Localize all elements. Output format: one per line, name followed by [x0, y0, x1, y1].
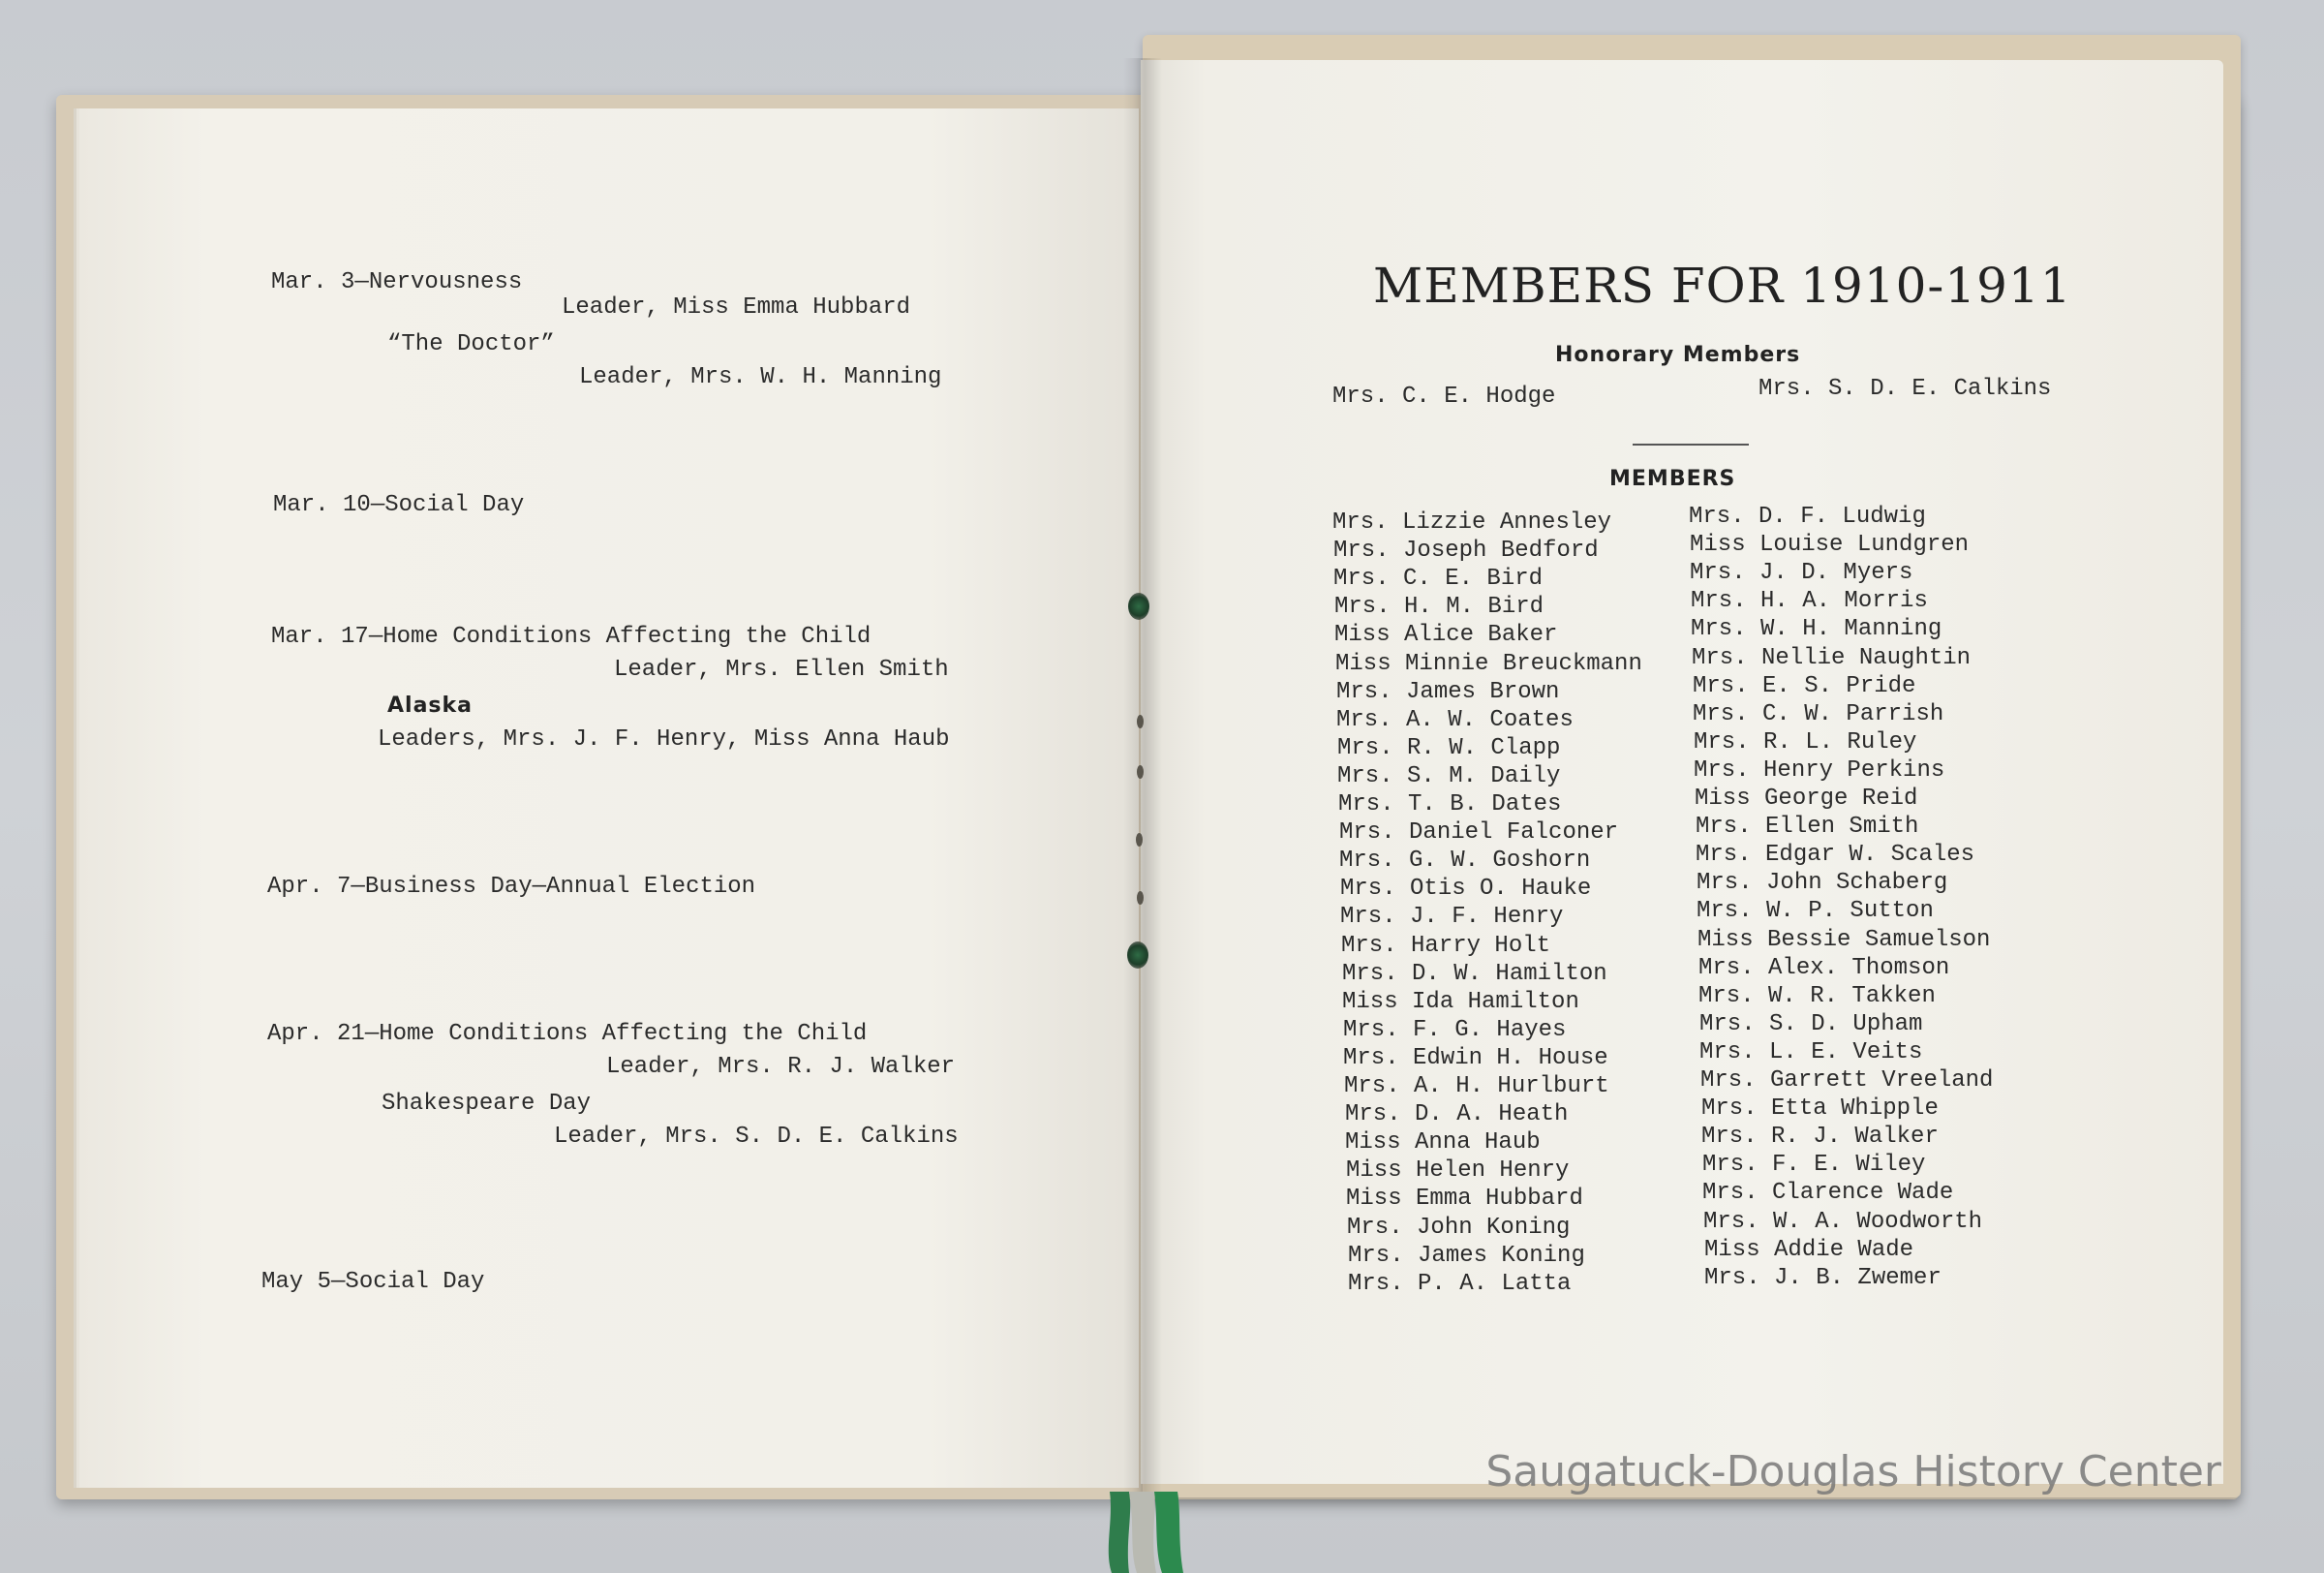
schedule-line-apr21: Apr. 21—Home Conditions Affecting the Child [267, 1021, 868, 1047]
member-name: Mrs. G. W. Goshorn [1339, 848, 1591, 874]
member-name: Mrs. Joseph Bedford [1333, 538, 1599, 564]
honorary-heading: Honorary Members [1555, 343, 1801, 367]
member-name: Mrs. Daniel Falconer [1339, 819, 1619, 846]
member-name: Mrs. E. S. Pride [1693, 673, 1916, 699]
schedule-leader: Leader, Mrs. S. D. E. Calkins [554, 1124, 959, 1150]
member-name: Mrs. F. E. Wiley [1702, 1152, 1926, 1178]
member-name: Mrs. S. M. Daily [1337, 763, 1561, 789]
member-name: Mrs. A. W. Coates [1336, 707, 1574, 733]
member-name: Mrs. Edgar W. Scales [1696, 842, 1975, 868]
schedule-leader: Leader, Mrs. Ellen Smith [614, 657, 949, 683]
member-name: Mrs. J. D. Myers [1690, 560, 1913, 586]
member-name: Miss Emma Hubbard [1346, 1186, 1583, 1212]
page-title: MEMBERS FOR 1910-1911 [1373, 258, 2072, 314]
schedule-line-apr7: Apr. 7—Business Day—Annual Election [267, 874, 756, 900]
member-name: Miss George Reid [1695, 786, 1918, 812]
schedule-topic: Shakespeare Day [382, 1091, 592, 1117]
member-name: Mrs. H. M. Bird [1334, 594, 1544, 620]
member-name: Mrs. R. W. Clapp [1337, 735, 1561, 761]
member-name: Mrs. Ellen Smith [1696, 814, 1919, 840]
member-name: Mrs. W. A. Woodworth [1703, 1209, 1983, 1235]
member-name: Miss Minnie Breuckmann [1335, 651, 1642, 677]
tassel-icon [1100, 1492, 1189, 1573]
member-name: Mrs. A. H. Hurlburt [1344, 1073, 1609, 1099]
member-name: Mrs. Otis O. Hauke [1340, 876, 1592, 902]
schedule-line-mar3: Mar. 3—Nervousness [271, 269, 523, 295]
member-name: Mrs. Etta Whipple [1701, 1095, 1939, 1122]
schedule-leader: Leader, Mrs. W. H. Manning [579, 364, 942, 390]
schedule-line-mar17: Mar. 17—Home Conditions Affecting the Child [271, 624, 872, 650]
member-name: Mrs. R. J. Walker [1701, 1124, 1939, 1150]
member-name: Mrs. C. E. Bird [1333, 566, 1544, 592]
binding-hole [1137, 765, 1144, 779]
member-name: Mrs. Lizzie Annesley [1332, 509, 1612, 536]
member-name: Miss Addie Wade [1704, 1237, 1914, 1263]
member-name: Mrs. James Koning [1348, 1243, 1585, 1269]
member-name: Mrs. Edwin H. House [1343, 1045, 1608, 1071]
binding-stitch-top [1128, 593, 1149, 620]
member-name: Mrs. W. P. Sutton [1697, 898, 1934, 924]
member-name: Mrs. R. L. Ruley [1694, 729, 1917, 756]
schedule-topic: “The Doctor” [387, 331, 555, 357]
member-name: Mrs. D. F. Ludwig [1689, 504, 1926, 530]
member-name: Mrs. Nellie Naughtin [1692, 645, 1972, 671]
honorary-member: Mrs. C. E. Hodge [1332, 384, 1556, 410]
schedule-line-mar10: Mar. 10—Social Day [273, 492, 525, 518]
member-name: Mrs. J. B. Zwemer [1704, 1265, 1942, 1291]
member-name: Mrs. Garrett Vreeland [1700, 1067, 1994, 1094]
member-name: Mrs. D. W. Hamilton [1342, 961, 1607, 987]
honorary-member: Mrs. S. D. E. Calkins [1758, 376, 2052, 402]
member-name: Mrs. Alex. Thomson [1698, 955, 1950, 981]
member-name: Mrs. W. R. Takken [1698, 983, 1936, 1009]
member-name: Mrs. Clarence Wade [1702, 1180, 1954, 1206]
schedule-leader: Leader, Mrs. R. J. Walker [606, 1054, 956, 1080]
member-name: Miss Anna Haub [1345, 1129, 1541, 1156]
member-name: Miss Louise Lundgren [1690, 532, 1970, 558]
binding-hole [1137, 891, 1144, 905]
member-name: Mrs. L. E. Veits [1699, 1039, 1923, 1065]
member-name: Miss Ida Hamilton [1342, 989, 1579, 1015]
binding-hole [1137, 715, 1144, 728]
binding-stitch-bottom [1127, 941, 1148, 969]
member-name: Mrs. H. A. Morris [1691, 588, 1928, 614]
member-name: Mrs. W. H. Manning [1691, 616, 1942, 642]
member-name: Mrs. D. A. Heath [1345, 1101, 1569, 1127]
schedule-line-may5: May 5—Social Day [261, 1269, 485, 1295]
member-name: Miss Helen Henry [1346, 1157, 1570, 1184]
member-name: Mrs. J. F. Henry [1340, 904, 1564, 930]
member-name: Mrs. Harry Holt [1341, 933, 1551, 959]
schedule-leader: Leader, Miss Emma Hubbard [562, 294, 911, 321]
member-name: Mrs. John Schaberg [1697, 870, 1948, 896]
member-name: Mrs. C. W. Parrish [1693, 701, 1944, 727]
schedule-leader: Leaders, Mrs. J. F. Henry, Miss Anna Haub [378, 726, 950, 753]
watermark: Saugatuck-Douglas History Center [1485, 1447, 2221, 1496]
members-heading: MEMBERS [1609, 467, 1736, 491]
binding-hole [1136, 833, 1143, 847]
member-name: Mrs. James Brown [1336, 679, 1560, 705]
schedule-topic: Alaska [387, 694, 473, 718]
member-name: Mrs. F. G. Hayes [1343, 1017, 1567, 1043]
member-name: Mrs. P. A. Latta [1348, 1271, 1572, 1297]
member-name: Mrs. John Koning [1347, 1215, 1571, 1241]
divider [1633, 444, 1749, 446]
member-name: Mrs. Henry Perkins [1694, 757, 1945, 784]
member-name: Miss Bessie Samuelson [1697, 927, 1991, 953]
member-name: Mrs. T. B. Dates [1338, 791, 1562, 817]
member-name: Miss Alice Baker [1334, 622, 1558, 648]
member-name: Mrs. S. D. Upham [1699, 1011, 1923, 1037]
